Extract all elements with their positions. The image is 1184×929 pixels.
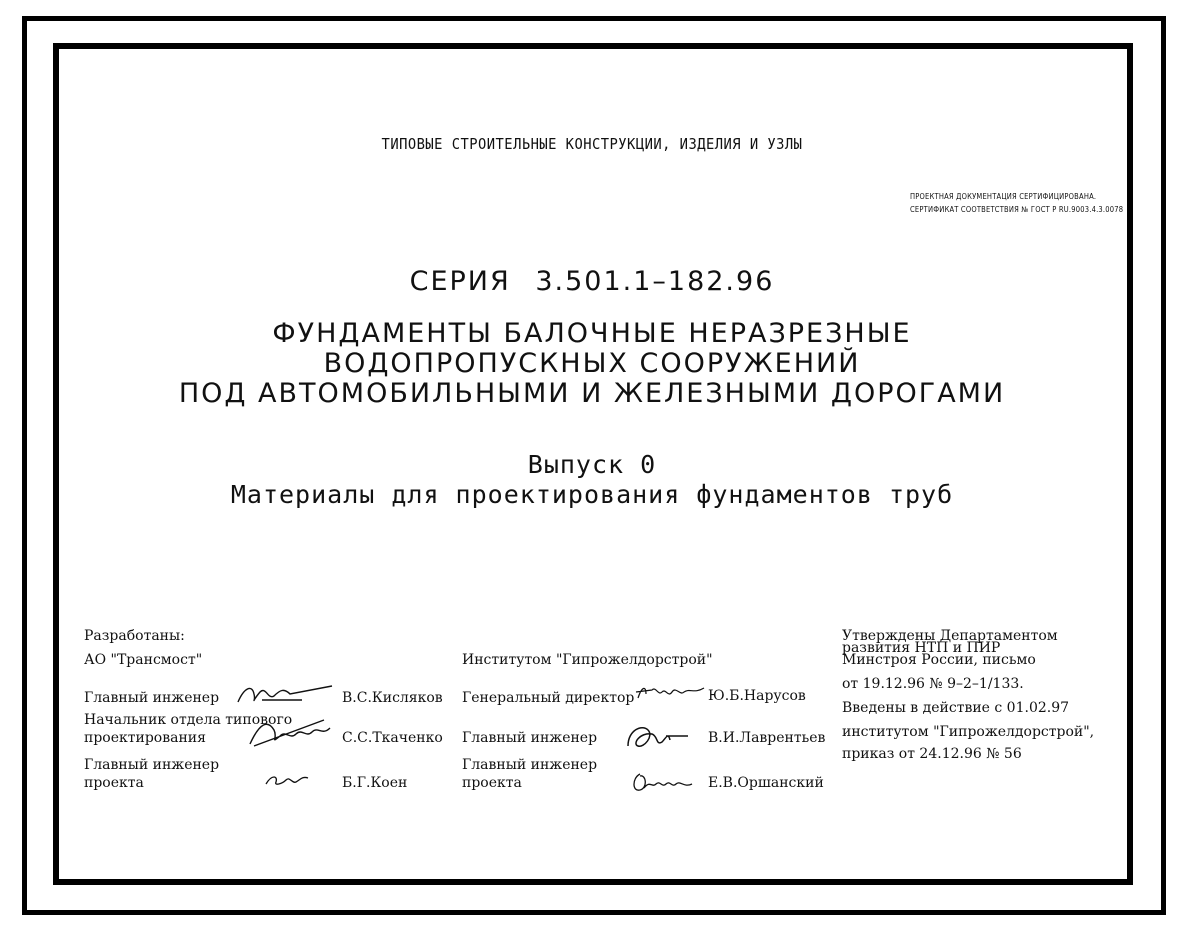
- dev-person-2-role-line-2: проектирования: [84, 730, 206, 746]
- inst-person-3-role-line-2: проекта: [462, 775, 522, 791]
- signature-lavrentiev: [622, 720, 692, 754]
- dev-person-1-role: Главный инженер: [84, 690, 220, 706]
- developed-org: АО "Трансмост": [84, 652, 203, 668]
- approved-line-1: Утверждены Департаментом: [842, 628, 1058, 644]
- dev-person-2-role: Начальник отдела типового: [84, 712, 293, 728]
- title-line-2: ВОДОПРОПУСКНЫХ СООРУЖЕНИЙ: [323, 348, 861, 379]
- inst-person-2-name: В.И.Лаврентьев: [708, 730, 826, 746]
- approved-line-7: приказ от 24.12.96 № 56: [842, 746, 1022, 762]
- dev-person-3-role: Главный инженер: [84, 757, 220, 773]
- title-line-3: ПОД АВТОМОБИЛЬНЫМИ И ЖЕЛЕЗНЫМИ ДОРОГАМИ: [178, 378, 1006, 409]
- document-header: ТИПОВЫЕ СТРОИТЕЛЬНЫЕ КОНСТРУКЦИИ, ИЗДЕЛИЯ И УЗЛЫ: [381, 135, 803, 153]
- approved-line-6: институтом "Гипрожелдорстрой",: [842, 724, 1095, 740]
- inst-person-3-role: Главный инженер: [462, 757, 598, 773]
- issue-subtitle: Материалы для проектирования фундаментов труб: [230, 480, 954, 509]
- developed-label: Разработаны:: [84, 628, 185, 644]
- approved-line-5: Введены в действие с 01.02.97: [842, 700, 1070, 716]
- certification-line-2: СЕРТИФИКАТ СООТВЕТСТВИЯ № ГОСТ Р RU.9003.4.3.0078: [910, 205, 1124, 214]
- institute-org: Институтом "Гипрожелдорстрой": [462, 652, 713, 668]
- dev-person-2-name: С.С.Ткаченко: [342, 730, 443, 746]
- signature-orshansky: [630, 768, 696, 796]
- issue-number: Выпуск 0: [527, 450, 657, 479]
- dev-person-1-name: В.С.Кисляков: [342, 690, 443, 706]
- inst-person-1-role: Генеральный директор: [462, 690, 635, 706]
- dev-person-3-name: Б.Г.Коен: [342, 775, 408, 791]
- inst-person-2-role: Главный инженер: [462, 730, 598, 746]
- title-line-1: ФУНДАМЕНТЫ БАЛОЧНЫЕ НЕРАЗРЕЗНЫЕ: [272, 318, 912, 349]
- dev-person-3-role-line-2: проекта: [84, 775, 144, 791]
- certification-line-1: ПРОЕКТНАЯ ДОКУМЕНТАЦИЯ СЕРТИФИЦИРОВАНА.: [910, 192, 1097, 201]
- signature-tkachenko: [244, 716, 334, 750]
- signature-narusov: [634, 680, 709, 704]
- approved-line-3: Минстроя России, письмо: [842, 652, 1036, 668]
- signature-kislyakov: [232, 680, 337, 710]
- certification-stamp: [910, 190, 1123, 216]
- inst-person-3-name: Е.В.Оршанский: [708, 775, 824, 791]
- inst-person-1-name: Ю.Б.Нарусов: [708, 688, 806, 704]
- signature-koen: [262, 770, 312, 790]
- approved-line-2: развития НТП и ПИР: [842, 640, 1001, 656]
- series-title: СЕРИЯ 3.501.1–182.96: [409, 266, 775, 297]
- approved-line-4: от 19.12.96 № 9–2–1/133.: [842, 676, 1024, 692]
